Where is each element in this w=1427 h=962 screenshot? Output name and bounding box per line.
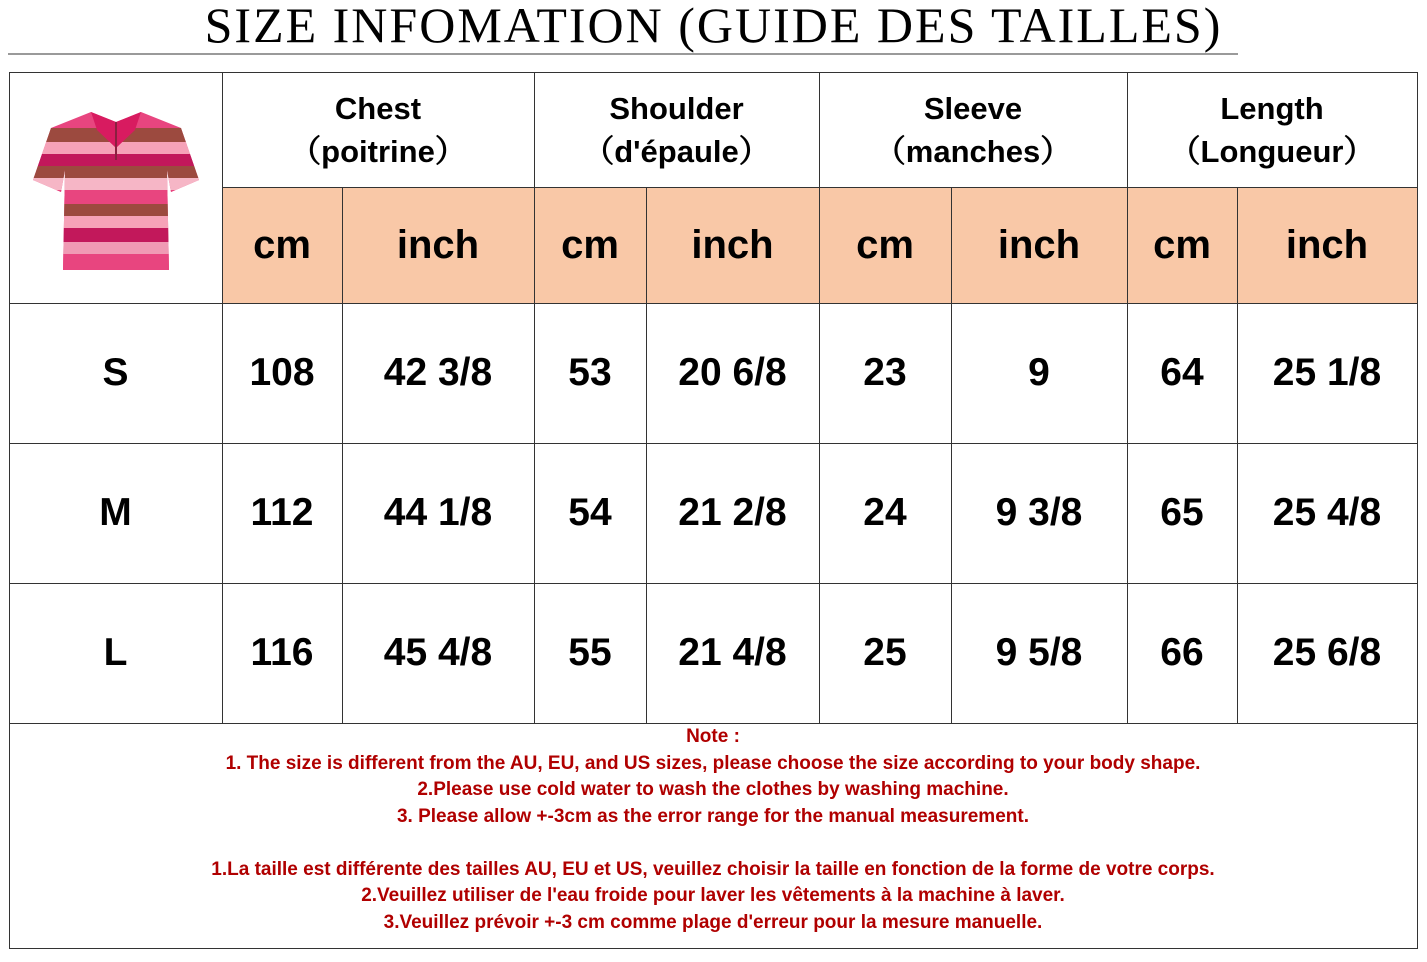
table-cell: 21 4/8 [678,631,787,674]
table-cell: 112 [250,491,314,534]
table-cell: 53 [568,351,612,394]
table-cell: 42 3/8 [383,351,493,394]
size-label: L [103,631,128,674]
unit-header-cm: cm [222,187,342,303]
grid-line-v [646,187,647,723]
table-cell: 116 [250,631,314,674]
table-cell: 64 [1160,351,1204,394]
table-cell: 25 4/8 [1272,491,1382,534]
note-en-2: 2.Please use cold water to wash the clothes by washing machine. [417,779,1009,800]
table-cell: 9 5/8 [995,631,1083,674]
unit-header-inch: inch [342,187,534,303]
table-cell: 20 6/8 [678,351,787,394]
unit-header-cm: cm [819,187,951,303]
table-cell: 44 1/8 [383,491,493,534]
grid-line-v [819,72,820,723]
table-cell: 25 6/8 [1272,631,1382,674]
column-header-title: Chest [334,90,422,126]
table-cell: 25 1/8 [1272,351,1382,394]
unit-header-cm: cm [1127,187,1237,303]
grid-line-v [951,187,952,723]
table-cell: 65 [1160,491,1204,534]
page-title: SIZE INFOMATION (GUIDE DES TAILLES) [204,0,1223,53]
polo-shirt-icon [31,100,201,275]
table-cell: 23 [863,351,907,394]
product-image [9,72,222,303]
note-en-1: 1. The size is different from the AU, EU, and US sizes, please choose the size according to your body shape. [225,752,1201,774]
column-header-chest [222,72,534,187]
unit-header-cm: cm [534,187,646,303]
note-fr-1: 1.La taille est différente des tailles AU, EU et US, veuillez choisir la taille en fonction de la forme de votre corps. [211,858,1215,880]
table-cell: 45 4/8 [383,631,493,674]
table-cell: 9 [1028,351,1050,394]
column-header-sleeve [819,72,1127,187]
grid-line-h [9,443,1417,444]
note-fr-3: 3.Veuillez prévoir +-3 cm comme plage d'erreur pour la mesure manuelle. [383,911,1043,933]
column-header-title: Shoulder [609,90,744,126]
unit-header-inch: inch [1237,187,1417,303]
column-header-subtitle: （Longueur） [1169,133,1375,169]
size-label: S [102,351,129,394]
care-note [9,724,1417,948]
column-header-subtitle: （d'épaule） [583,133,770,169]
unit-header-inch: inch [951,187,1127,303]
table-border-top [9,72,1417,73]
column-header-subtitle: （poitrine） [290,133,466,169]
table-cell: 108 [249,351,315,394]
unit-header-inch: inch [646,187,819,303]
column-header-shoulder [534,72,819,187]
table-cell: 24 [863,491,907,534]
table-border-right [1417,72,1418,949]
title-underline [8,53,1238,55]
grid-line-v [1127,72,1128,723]
table-cell: 54 [568,491,612,534]
grid-line-v [342,187,343,723]
grid-line-h [9,303,1417,304]
table-cell: 21 2/8 [678,491,787,534]
grid-line-v [1237,187,1238,723]
column-header-title: Length [1220,90,1324,126]
grid-line-v [222,72,223,723]
grid-line-h [9,583,1417,584]
table-cell: 9 3/8 [995,491,1083,534]
note-en-3: 3. Please allow +-3cm as the error range for the manual measurement. [396,805,1029,827]
grid-line-v [534,72,535,723]
column-header-length [1127,72,1417,187]
table-cell: 25 [863,631,907,674]
column-header-subtitle: （manches） [874,133,1072,169]
note-fr-2: 2.Veuillez utiliser de l'eau froide pour laver les vêtements à la machine à laver. [361,885,1065,906]
note-heading: Note : [686,726,740,747]
note-spacer [9,830,1417,857]
table-cell: 55 [568,631,612,674]
column-header-title: Sleeve [923,90,1023,126]
table-cell: 66 [1160,631,1204,674]
table-border-bottom [9,948,1417,949]
size-label: M [99,491,132,534]
